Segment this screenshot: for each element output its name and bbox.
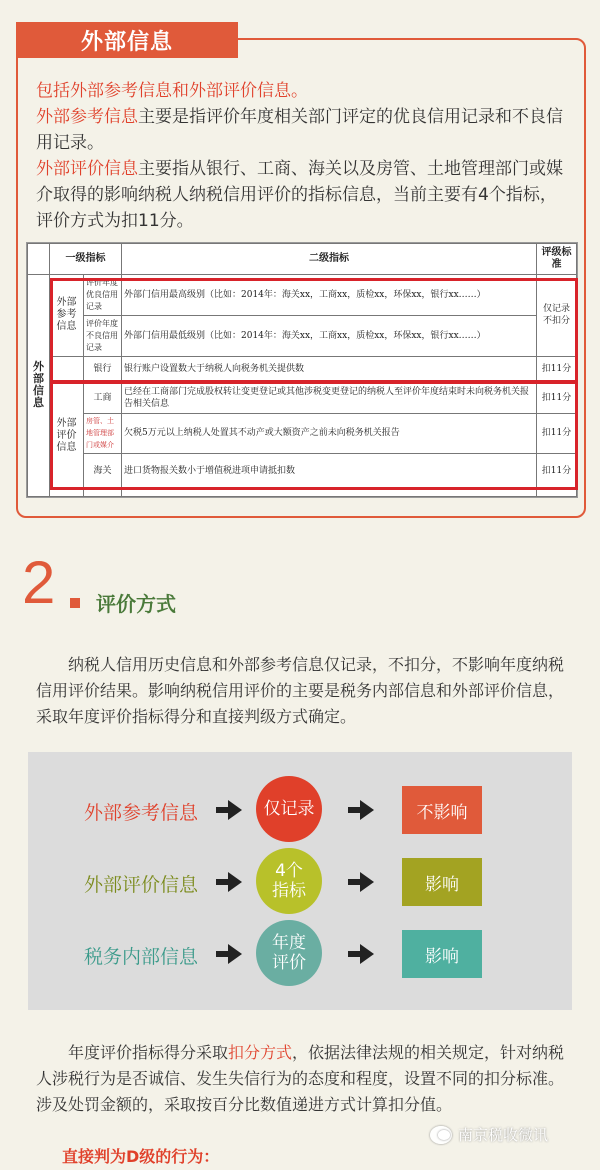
flow-label: 外部评价信息 — [83, 874, 198, 896]
ref-group: 外部参考信息 — [50, 274, 84, 356]
flow-label: 税务内部信息 — [83, 946, 198, 968]
row-desc: 欠税5万元以上纳税人处置其不动产或大额资产之前未向税务机关报告 — [122, 414, 537, 454]
para2-term: 扣分方式 — [228, 1043, 293, 1062]
row-cat: 评价年度不良信用记录 — [84, 315, 122, 356]
flow-result: 不影响 — [402, 786, 482, 834]
watermark — [430, 1124, 548, 1145]
ref-term: 外部参考信息 — [36, 107, 138, 127]
section-title-2: 评价方式 — [96, 592, 176, 616]
row-desc: 进口货物报关数小于增值税进项申请抵扣数 — [122, 453, 537, 488]
ref-info-paragraph — [36, 104, 566, 156]
row-desc: 外部门信用最高级别（比如：2014年：海关xx，工商xx，质检xx，环保xx，银行xx……） — [122, 274, 537, 315]
ref-standard: 仅记录不扣分 — [537, 274, 577, 356]
header-standard: 评级标准 — [537, 244, 577, 275]
row-std: 扣11分 — [537, 414, 577, 454]
corner-cell — [28, 244, 50, 275]
row-cat: 房管、土地管理部门或媒介 — [84, 414, 122, 454]
arrow-right-icon — [216, 800, 242, 820]
flow-result: 影响 — [402, 858, 482, 906]
row-cat: 评价年度优良信用记录 — [84, 274, 122, 315]
para2-pre: 年度评价指标得分采取 — [68, 1043, 229, 1062]
eval-highlight-box — [50, 380, 578, 490]
eval-group: 外部评价信息 — [50, 383, 84, 488]
arrow-right-icon — [348, 872, 374, 892]
deduction-paragraph — [36, 1040, 566, 1118]
arrow-right-icon — [348, 800, 374, 820]
flow-label: 外部参考信息 — [83, 802, 198, 824]
para2-post: ，依据法律法规的相关规定，针对纳税人涉税行为是否诚信、发生失信行为的态度和程度，设置不同的扣分标准。涉及处罚金额的，采取按百分比数值递进方式计算扣分值。 — [36, 1043, 565, 1114]
group-label: 外部信息 — [28, 274, 50, 496]
method-paragraph: 纳税人信用历史信息和外部参考信息仅记录，不扣分，不影响年度纳税信用评价结果。影响纳税信用评价的主要是税务内部信息和外部评价信息，采取年度评价指标得分和直接判级方式确定。 — [36, 655, 565, 726]
row-desc: 已经在工商部门完成股权转让变更登记或其他涉税变更登记的纳税人至评价年度结束时未向税务机关报告相关信息 — [122, 383, 537, 414]
row-std: 扣11分 — [537, 383, 577, 414]
eval-desc: 主要指从银行、工商、海关以及房管、土地管理部门或媒介取得的影响纳税人纳税信用评价的指标信息，当前主要有4个指标，评价方式为扣11分。 — [36, 159, 563, 231]
number-dot — [70, 598, 80, 608]
row-std: 扣11分 — [537, 453, 577, 488]
watermark-text: 南京税收微讯 — [458, 1126, 549, 1144]
flow-circle: 4个指标 — [256, 848, 322, 914]
eval-info-paragraph — [36, 156, 566, 234]
intro-text — [36, 78, 566, 234]
flow-diagram — [28, 752, 572, 1010]
row-desc: 外部门信用最低级别（比如：2014年：海关xx，工商xx，质检xx，环保xx，银行xx……） — [122, 315, 537, 356]
section-number: 2 — [22, 549, 56, 616]
ref-highlight-box — [50, 278, 578, 384]
header-level2: 二级指标 — [122, 244, 537, 275]
flow-result: 影响 — [402, 930, 482, 978]
flow-circle: 年度评价 — [256, 920, 322, 986]
eval-term: 外部评价信息 — [36, 159, 138, 179]
d-level-heading: 直接判为D级的行为： — [62, 1147, 220, 1166]
row-cat: 银行 — [84, 356, 122, 383]
section-title: 外部信息 — [16, 22, 238, 58]
row-std: 扣11分 — [537, 356, 577, 383]
row-cat: 海关 — [84, 453, 122, 488]
arrow-right-icon — [216, 872, 242, 892]
wechat-icon — [430, 1126, 452, 1144]
flow-circle: 仅记录 — [256, 776, 322, 842]
arrow-right-icon — [216, 944, 242, 964]
arrow-right-icon — [348, 944, 374, 964]
intro-line: 包括外部参考信息和外部评价信息。 — [36, 81, 308, 101]
row-desc: 银行账户设置数大于纳税人向税务机关提供数 — [122, 356, 537, 383]
header-level1: 一级指标 — [50, 244, 122, 275]
ref-desc: 主要是指评价年度相关部门评定的优良信用记录和不良信用记录。 — [36, 107, 563, 153]
row-cat: 工商 — [84, 383, 122, 414]
